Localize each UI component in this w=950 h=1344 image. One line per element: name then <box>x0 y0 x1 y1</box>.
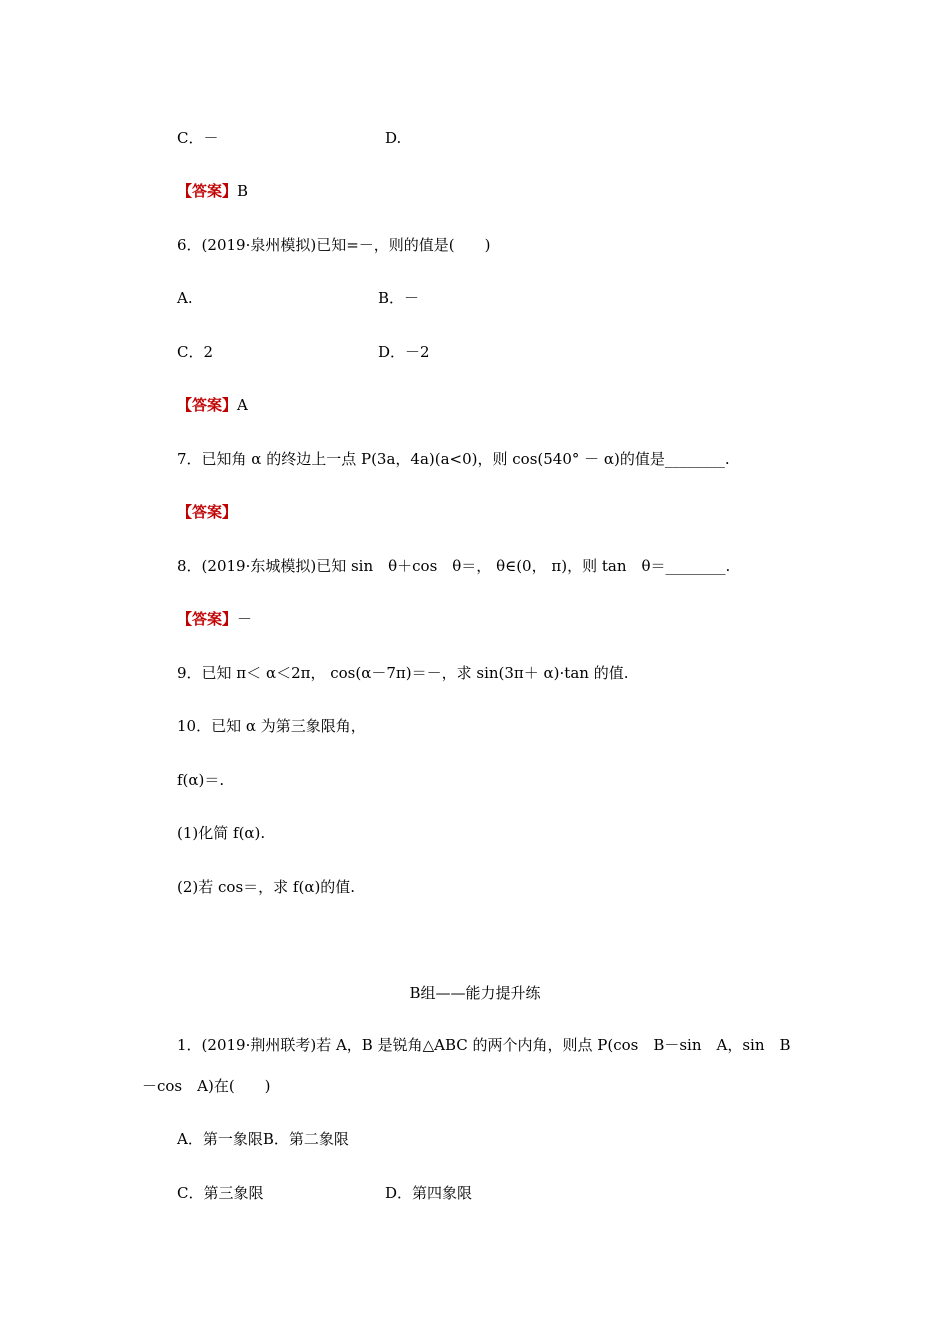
q6-answer <box>177 395 248 415</box>
b1-question-line-1: 1．(2019·荆州联考)若 A，B 是锐角△ABC 的两个内角，则点 P(cos B－sin A，sin B <box>177 1036 791 1054</box>
q7-answer <box>177 502 237 522</box>
q10-part-1: (1)化简 f(α). <box>177 824 266 842</box>
answer-tag: 【答案】 <box>177 503 238 521</box>
q10-part-2: (2)若 cos＝，求 f(α)的值. <box>177 878 356 896</box>
b1-options-ab: A．第一象限B．第二象限 <box>177 1130 349 1148</box>
q6-question: 6．(2019·泉州模拟)已知=－，则的值是( ) <box>177 236 491 254</box>
b1-option-d: D．第四象限 <box>385 1184 473 1202</box>
q5-option-d: D. <box>385 129 402 147</box>
answer-value: A <box>237 396 248 414</box>
q8-question: 8．(2019·东城模拟)已知 sin θ＋cos θ＝， θ∈(0， π)，则 tan θ＝________. <box>177 557 731 575</box>
q6-option-d: D．－2 <box>378 343 430 361</box>
answer-tag: 【答案】 <box>177 396 238 414</box>
q10-question: 10．已知 α 为第三象限角， <box>177 717 366 735</box>
answer-value: － <box>237 610 253 628</box>
q5-answer <box>177 181 248 201</box>
b1-question-line-2: －cos A)在( ) <box>142 1077 271 1095</box>
answer-tag: 【答案】 <box>177 182 238 200</box>
q7-question: 7．已知角 α 的终边上一点 P(3a，4a)(a<0)，则 cos(540° － α)的值是________. <box>177 450 730 468</box>
q6-option-a: A. <box>177 289 193 307</box>
section-b-title: B组——能力提升练 <box>409 984 541 1002</box>
answer-tag: 【答案】 <box>177 610 238 628</box>
q10-function: f(α)＝. <box>177 771 225 789</box>
q9-question: 9．已知 π＜ α＜2π， cos(α－7π)＝－，求 sin(3π＋ α)·tan 的值. <box>177 664 629 682</box>
q6-option-c: C．2 <box>177 343 214 361</box>
q5-option-c: C．－ <box>177 129 219 147</box>
b1-option-c: C．第三象限 <box>177 1184 264 1202</box>
q6-option-b: B．－ <box>378 289 420 307</box>
answer-value: B <box>237 182 249 200</box>
q8-answer <box>177 609 252 629</box>
